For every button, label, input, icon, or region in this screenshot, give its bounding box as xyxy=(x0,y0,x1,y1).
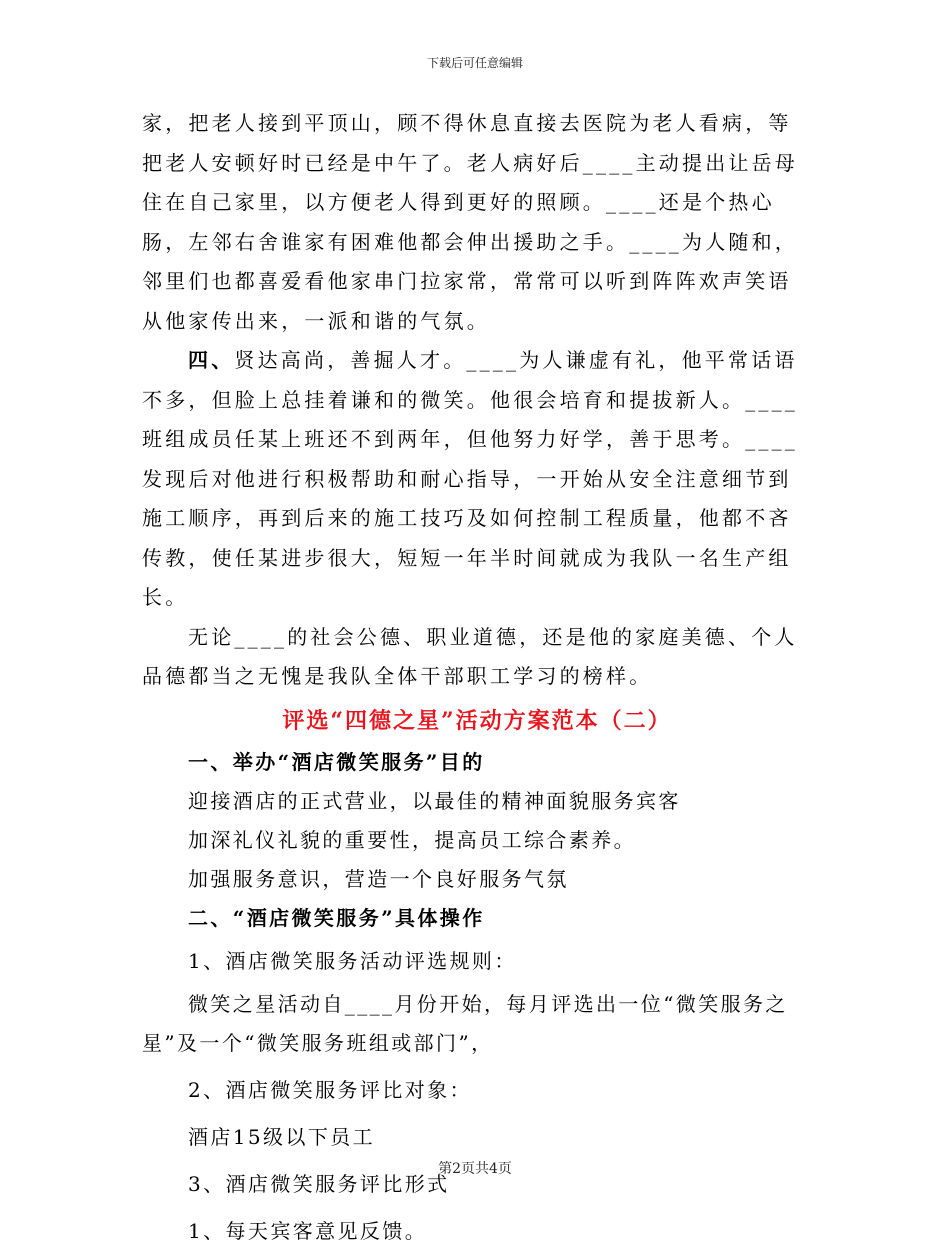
rule-3-title: 3、酒店微笑服务评比形式 xyxy=(188,1171,450,1196)
page-header: 下载后可任意编辑 xyxy=(426,56,523,70)
rule-2-title: 2、酒店微笑服务评比对象： xyxy=(188,1077,472,1102)
rule-1-text-line-2: 星”及一个“微笑服务班组或部门”， xyxy=(142,1030,494,1055)
page-footer: 第2页共4页 xyxy=(438,1161,512,1177)
section-title: 评选“四德之星”活动方案范本（二） xyxy=(282,707,672,734)
rule-1-title: 1、酒店微笑服务活动评选规则： xyxy=(188,948,517,973)
document-body xyxy=(142,104,812,1251)
paragraph-conclusion: 无论____的社会公德、职业道德，还是他的家庭美德、个人品德都当之无愧是我队全体干部职工学习的榜样。 xyxy=(142,624,798,688)
purpose-item-2: 加深礼仪礼貌的重要性，提高员工综合素养。 xyxy=(188,827,636,852)
heading-operation: 二、“酒店微笑服务”具体操作 xyxy=(188,905,485,930)
paragraph-virtue-talent-text: 贤达高尚，善掘人才。____为人谦虚有礼，他平常话语不多，但脸上总挂着谦和的微笑。他很会培育和提拔新人。____班组成员任某上班还不到两年，但他努力好学，善于思考。____发现后对他进行积极帮助和耐心指导，一开始从安全注意细节到施工顺序，再到后来的施工技巧及如何控制工程质量，他都不吝传教，使任某进步很大，短短一年半时间就成为我队一名生产组长。 xyxy=(142,348,798,609)
purpose-item-3: 加强服务意识，营造一个良好服务气氛 xyxy=(188,866,569,891)
paragraph-family-care: 家，把老人接到平顶山，顾不得休息直接去医院为老人看病，等把老人安顿好时已经是中午了。老人病好后____主动提出让岳母住在自己家里，以方便老人得到更好的照顾。____还是个热心肠，左邻右舍谁家有困难他都会伸出援助之手。____为人随和，邻里们也都喜爱看他家串门拉家常，常常可以听到阵阵欢声笑语从他家传出来，一派和谐的气氛。 xyxy=(142,111,798,333)
paragraph-number: 四、 xyxy=(188,348,235,372)
rule-2-text: 酒店15级以下员工 xyxy=(188,1124,376,1149)
paragraph-virtue-talent xyxy=(142,341,812,618)
rule-1-text-line-1: 微笑之星活动自____月份开始，每月评选出一位“微笑服务之 xyxy=(188,991,788,1016)
heading-purpose: 一、举办“酒店微笑服务”目的 xyxy=(188,749,485,774)
rule-3-item-1: 1、每天宾客意见反馈。 xyxy=(188,1218,428,1243)
purpose-item-1: 迎接酒店的正式营业，以最佳的精神面貌服务宾客 xyxy=(188,788,681,813)
